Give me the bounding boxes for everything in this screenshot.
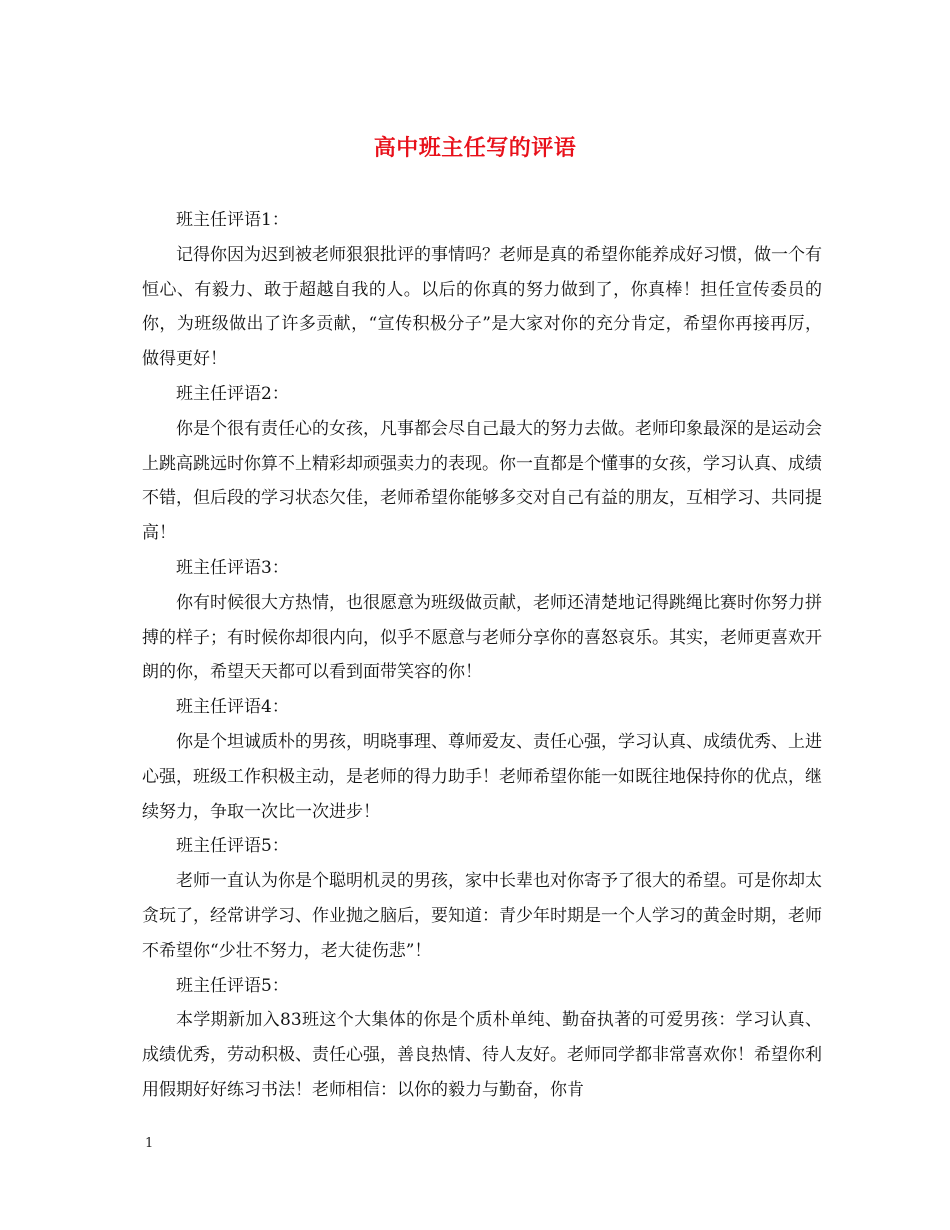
comment-heading-4: 班主任评语4： [176,697,289,718]
comment-paragraph-4: 你是个坦诚质朴的男孩，明晓事理、尊师爱友、责任心强，学习认真、成绩优秀、上进心强，班级工作积极主动，是老师的得力助手！老师希望你能一如既往地保持你的优点，继续努力，争取一次比一次进步！ [142,731,822,822]
page-number: 1 [145,1136,154,1151]
comment-paragraph-5: 老师一直认为你是个聪明机灵的男孩，家中长辈也对你寄予了很大的希望。可是你却太贪玩了，经常讲学习、作业抛之脑后，要知道：青少年时期是一个人学习的黄金时期，老师不希望你“少壮不努力，老大徒伤悲”！ [142,871,822,961]
comment-heading-2: 班主任评语2： [176,383,289,404]
comment-heading-1: 班主任评语1： [176,210,289,230]
comment-paragraph-3: 你有时候很大方热情，也很愿意为班级做贡献，老师还清楚地记得跳绳比赛时你努力拼搏的样子；有时候你却很内向，似乎不愿意与老师分享你的喜怒哀乐。其实，老师更喜欢开朗的你，希望天天都可以看到面带笑容的你！ [142,592,822,683]
comment-paragraph-6: 本学期新加入83班这个大集体的你是个质朴单纯、勤奋执著的可爱男孩：学习认真、成绩优秀，劳动积极、责任心强，善良热情、待人友好。老师同学都非常喜欢你！希望你利用假期好好练习书法！老师相信：以你的毅力与勤奋，你肯 [142,1010,822,1100]
document-body [142,203,822,1108]
comment-heading-3: 班主任评语3： [176,557,289,578]
comment-heading-5: 班主任评语5： [176,836,289,857]
document-title: 高中班主任写的评语 [373,135,577,161]
comment-paragraph-2: 你是个很有责任心的女孩，凡事都会尽自己最大的努力去做。老师印象最深的是运动会上跳高跳远时你算不上精彩却顽强卖力的表现。你一直都是个懂事的女孩，学习认真、成绩不错，但后段的学习状态欠佳，老师希望你能够多交对自己有益的朋友，互相学习、共同提高！ [142,418,822,544]
comment-heading-6: 班主任评语5： [176,975,289,996]
comment-paragraph-1: 记得你因为迟到被老师狠狠批评的事情吗？老师是真的希望你能养成好习惯，做一个有恒心、有毅力、敢于超越自我的人。以后的你真的努力做到了，你真棒！担任宣传委员的你，为班级做出了许多贡献，“宣传积极分子”是大家对你的充分肯定，希望你再接再厉，做得更好！ [142,244,822,370]
